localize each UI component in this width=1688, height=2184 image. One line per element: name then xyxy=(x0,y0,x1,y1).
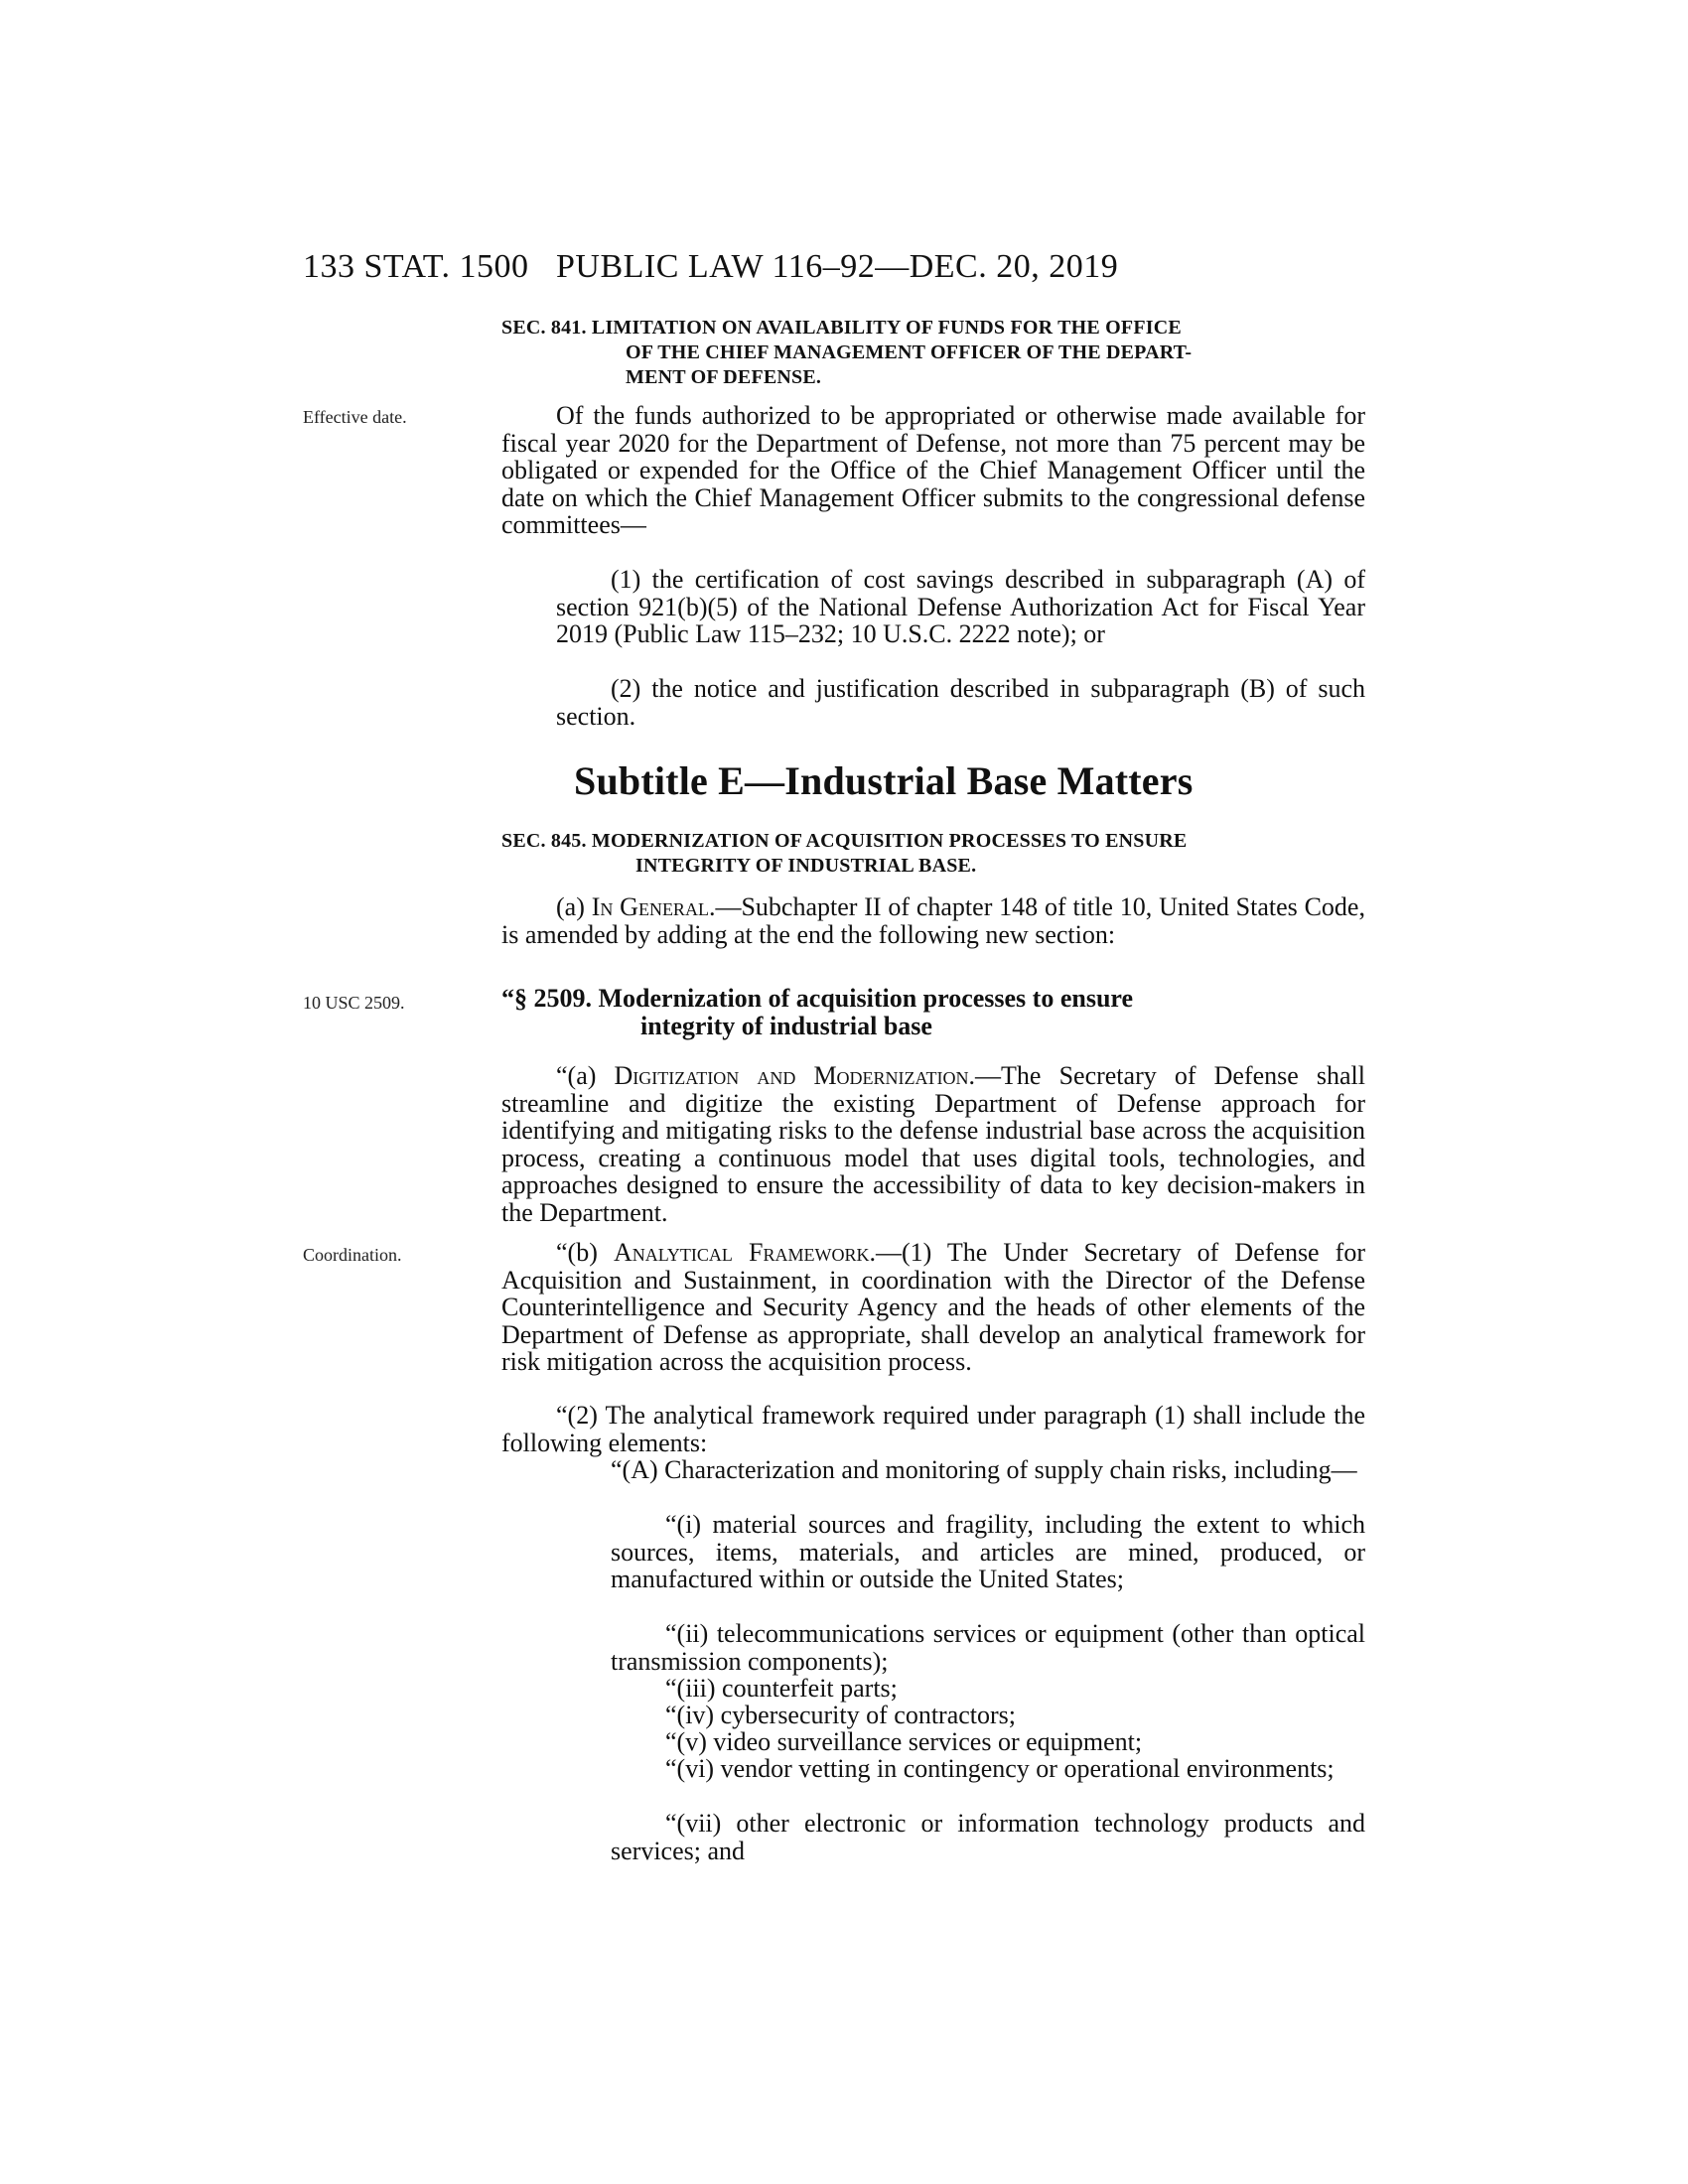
sec-845-heading xyxy=(501,829,1365,879)
digitization-text: .—The Secretary of Defense shall streamline and digitize the existing Department of Defense approach for identifying and mitigating risks to the defense industrial base across the acquisition process, creating a continuous model that uses digital tools, technologies, and approaches designed to ensure the accessibility of data to key decision-makers in the Department. xyxy=(501,1061,1365,1227)
subsection-a-caption: In General xyxy=(591,892,709,921)
margin-note-usc: 10 USC 2509. xyxy=(303,993,405,1013)
sec-845-heading-line2: INTEGRITY OF INDUSTRIAL BASE. xyxy=(635,855,977,877)
element-A-vi: “(vi) vendor vetting in contingency or operational environments; xyxy=(665,1754,1335,1783)
margin-note-coordination: Coordination. xyxy=(303,1245,402,1265)
element-A: “(A) Characterization and monitoring of supply chain risks, including— xyxy=(611,1455,1357,1484)
running-header: PUBLIC LAW 116–92—DEC. 20, 2019 xyxy=(556,248,1119,285)
stat-page-number: 133 STAT. 1500 xyxy=(303,248,529,285)
sec-841-heading-line3: MENT OF DEFENSE. xyxy=(626,366,822,388)
framework-paragraph-2: “(2) The analytical framework required under paragraph (1) shall include the following elements: xyxy=(501,1401,1365,1457)
section-2509-heading-line2: integrity of industrial base xyxy=(640,1012,932,1040)
subsection-a-text: .—Subchapter II of chapter 148 of title 10, United States Code, is amended by adding at the end the following new section: xyxy=(501,892,1365,949)
framework-text: .—(1) The Under Secretary of Defense for Acquisition and Sustainment, in coordination with the Director of the Defense Counterintelligence and Security Agency and the heads of other elements of the Department of Defense as appropriate, shall develop an analytical framework for risk mitigation across the acquisition process. xyxy=(501,1238,1365,1376)
sec-845-subsection-a xyxy=(501,893,1365,948)
framework-caption: Analytical Framework xyxy=(613,1238,870,1267)
section-2509-subsection-a xyxy=(501,1062,1365,1226)
section-2509-heading-line1: “§ 2509. Modernization of acquisition processes to ensure xyxy=(501,984,1134,1013)
element-A-iv: “(iv) cybersecurity of contractors; xyxy=(665,1701,1017,1729)
sec-841-heading-line1: SEC. 841. LIMITATION ON AVAILABILITY OF FUNDS FOR THE OFFICE xyxy=(501,317,1182,339)
sec-841-heading-line2: OF THE CHIEF MANAGEMENT OFFICER OF THE DEPART- xyxy=(626,341,1193,363)
element-A-i: “(i) material sources and fragility, including the extent to which sources, items, materials, and articles are mined, produced, or manufactured within or outside the United States; xyxy=(611,1510,1365,1593)
element-A-iii: “(iii) counterfeit parts; xyxy=(665,1674,898,1703)
element-A-ii: “(ii) telecommunications services or equipment (other than optical transmission components); xyxy=(611,1619,1365,1676)
subsection-a-label: (a) xyxy=(556,892,592,921)
sec-841-heading xyxy=(501,316,1365,390)
sec-845-heading-line1: SEC. 845. MODERNIZATION OF ACQUISITION PROCESSES TO ENSURE xyxy=(501,830,1188,852)
element-A-vii: “(vii) other electronic or information technology products and services; and xyxy=(611,1809,1365,1865)
framework-label: “(b) xyxy=(556,1238,614,1267)
section-2509-subsection-b xyxy=(501,1239,1365,1376)
digitization-label: “(a) xyxy=(556,1061,615,1090)
section-2509-heading xyxy=(501,985,1365,1040)
sec-841-item-2: (2) the notice and justification described in subparagraph (B) of such section. xyxy=(556,674,1365,731)
sec-841-item-1: (1) the certification of cost savings described in subparagraph (A) of section 921(b)(5) of the National Defense Authorization Act for Fiscal Year 2019 (Public Law 115–232; 10 U.S.C. 2222 note); or xyxy=(556,565,1365,648)
digitization-caption: Digitization and Modernization xyxy=(614,1061,969,1090)
margin-note-effective-date: Effective date. xyxy=(303,407,407,427)
sec-841-intro: Of the funds authorized to be appropriated or otherwise made available for fiscal year 2020 for the Department of Defense, not more than 75 percent may be obligated or expended for the Office of the Chief Management Officer until the date on which the Chief Management Officer submits to the congressional defense committees— xyxy=(501,401,1365,539)
subtitle-e-heading: Subtitle E—Industrial Base Matters xyxy=(574,758,1194,803)
element-A-v: “(v) video surveillance services or equipment; xyxy=(665,1727,1143,1756)
